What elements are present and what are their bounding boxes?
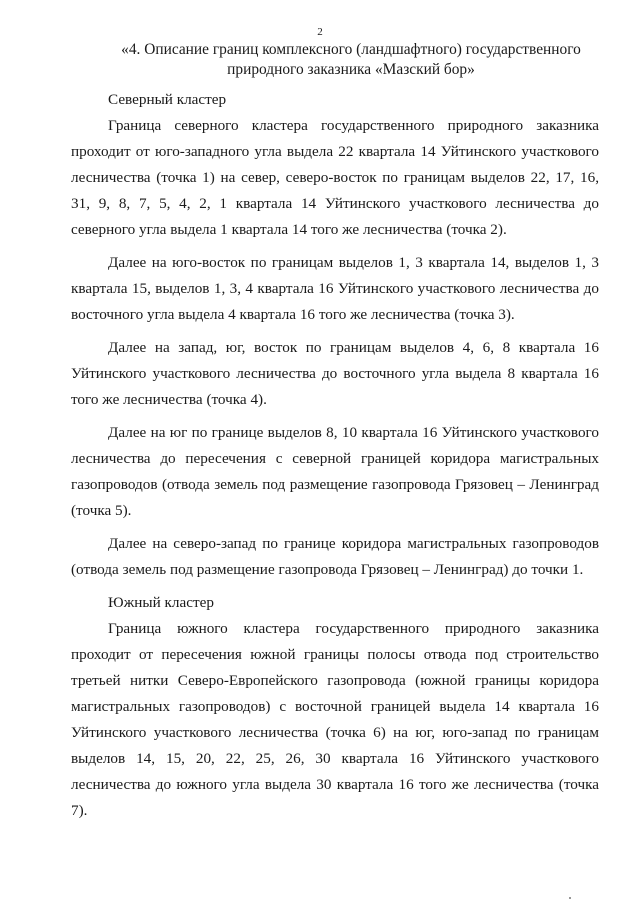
north-paragraph-5: Далее на северо-запад по границе коридора магистральных газопроводов (отвода земель под размещение газопровода Грязовец – Ленинград) до точки 1.	[71, 535, 599, 578]
page-number: 2	[317, 26, 323, 38]
north-paragraph-1: Граница северного кластера государственного природного заказника проходит от юго-западного угла выдела 22 квартала 14 Уйтинского участкового лесничества (точка 1) на север, северо-восток по границам выделов 22, 17, 16, 31, 9, 8, 7, 5, 4, 2, 1 квартала 14 Уйтинского участкового лесничества до северного угла выдела 1 квартала 14 того же лесничества (точка 2).	[71, 117, 599, 238]
south-paragraph-1: Граница южного кластера государственного природного заказника проходит от пересечения южной границы полосы отвода под строительство третьей нитки Северо-Европейского газопровода (южной границы коридора магистральных газопроводов) с восточной границей выдела 14 квартала 16 Уйтинского участкового лесничества (точка 6) на юг, юго-запад по границам выделов 14, 15, 20, 22, 25, 26, 30 квартала 16 Уйтинского участкового лесничества до южного угла выдела 30 квартала 16 того же лесничества (точка 7).	[71, 620, 599, 819]
north-paragraph-2: Далее на юго-восток по границам выделов 1, 3 квартала 14, выделов 1, 3 квартала 15, выделов 1, 3, 4 квартала 16 Уйтинского участкового лесничества до восточного угла выдела 4 квартала 16 того же лесничества (точка 3).	[71, 254, 599, 323]
document-body	[71, 87, 599, 831]
section-title: «4. Описание границ комплексного (ландшафтного) государственного природного заказника «Мазский бор»	[121, 41, 581, 78]
south-cluster-heading: Южный кластер	[108, 594, 214, 611]
scan-speck	[569, 897, 571, 899]
north-paragraph-4: Далее на юг по границе выделов 8, 10 квартала 16 Уйтинского участкового лесничества до пересечения с северной границей коридора магистральных газопроводов (отвода земель под размещение газопровода Грязовец – Ленинград (точка 5).	[71, 424, 599, 519]
north-cluster-heading: Северный кластер	[108, 91, 227, 108]
north-paragraph-3: Далее на запад, юг, восток по границам выделов 4, 6, 8 квартала 16 Уйтинского участкового лесничества до восточного угла выдела 8 квартала 16 того же лесничества (точка 4).	[71, 339, 599, 408]
